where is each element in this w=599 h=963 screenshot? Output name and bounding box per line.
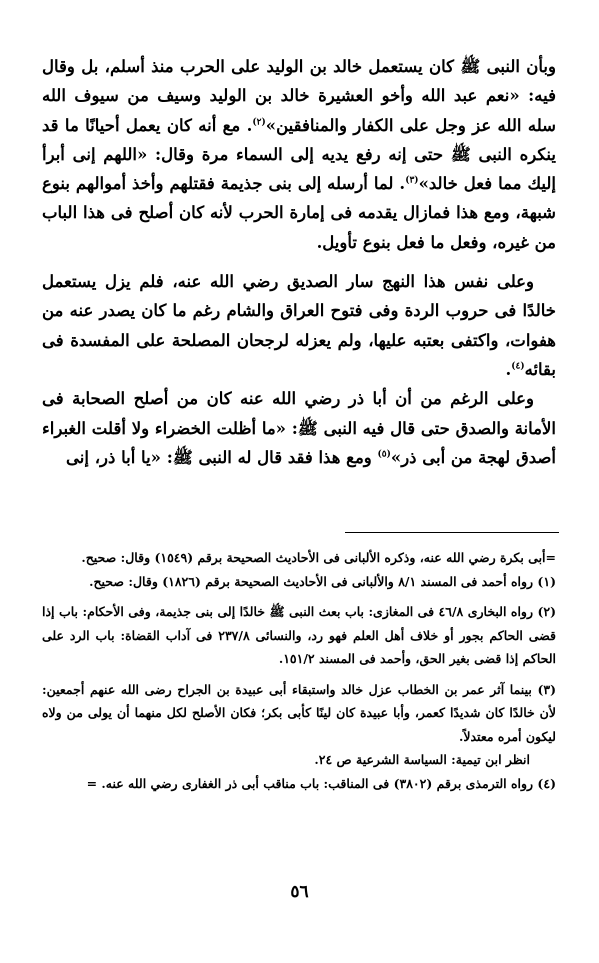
- paragraph: [42, 52, 556, 257]
- footnote-divider: [345, 532, 559, 533]
- paragraph-text: . مع أنه كان يعمل أحيانًا ما قد ينكره النبى ﷺ حتى إنه رفع يديه إلى السماء مرة وقال: «اللهم إنى أبرأ إليك مما فعل خالد»: [42, 115, 556, 194]
- paragraph-text: وعلى نفس هذا النهج سار الصديق رضي الله عنه، فلم يزل يستعمل خالدًا فى حروب الردة وفى فتوح العراق والشام رغم ما كان يصدر عنه من هفوات، واكتفى بعتبه عليها، ولم يعزله لرجحان المصلحة على المفسدة فى بقائه: [42, 272, 556, 379]
- main-text: [42, 52, 556, 472]
- footnotes: [42, 546, 556, 795]
- paragraph: [42, 267, 556, 384]
- footnote-ref: (٥): [377, 449, 391, 460]
- footnote: =أبى بكرة رضي الله عنه، وذكره الألبانى فى الأحاديث الصحيحة برقم (١٥٤٩) وقال: صحيح.: [81, 550, 556, 565]
- footnote: (١) رواه أحمد فى المسند ٨/١ والألبانى فى الأحاديث الصحيحة برقم (١٨٢٦) وقال: صحيح.: [89, 573, 556, 589]
- page-number: ٥٦: [290, 882, 309, 902]
- paragraph-text: . لما أرسله إلى بنى جذيمة فقتلهم وأخذ أموالهم بنوع شبهة، ومع هذا فمازال يقدمه فى إمارة الحرب لأنه كان أصلح فى هذا الباب من غيره، وفعل ما فعل بنوع تأويل.: [42, 174, 556, 252]
- footnote-ref: (٢): [252, 117, 266, 128]
- paragraph-text: .: [505, 359, 512, 379]
- paragraph-text: وعلى الرغم من أن أبا ذر رضي الله عنه كان من أصلح الصحابة فى الأمانة والصدق حتى قال فيه النبى ﷺ: «ما أظلت الخضراء ولا أقلت الغبراء أصدق لهجة من أبى ذر»: [42, 389, 556, 467]
- paragraph-text: ومع هذا فقد قال له النبى ﷺ: «يا أبا ذر، إنى: [66, 447, 378, 467]
- footnote: (٣) بينما آثر عمر بن الخطاب عزل خالد واستبقاء أبى عبيدة بن الجراح رضى الله عنهم أجمعين: لأن خالدًا كان شديدًا كعمر، وأبا عبيدة كان لينًا كأبى بكر؛ فكان الأصلح لكل منهما أن يولى من ولاه ليكون أمره معتدلاً.: [42, 681, 556, 744]
- footnote-source: انظر ابن تيمية: السياسة الشرعية ص ٢٤.: [314, 752, 530, 767]
- footnote-ref: (٤): [511, 361, 525, 372]
- footnote: (٤) رواه الترمذى برقم (٣٨٠٢) فى المناقب: باب مناقب أبى ذر الغفارى رضي الله عنه. =: [86, 775, 556, 791]
- paragraph-text: وبأن النبى ﷺ كان يستعمل خالد بن الوليد على الحرب منذ أسلم، بل وقال فيه: «نعم عبد الله وأخو العشيرة خالد بن الوليد وسيف من سيوف الله سله الله عز وجل على الكفار والمنافقين»: [42, 57, 556, 135]
- footnote: (٢) رواه البخارى ٤٦/٨ فى المغازى: باب بعث النبى ﷺ خالدًا إلى بنى جذيمة، وفى الأحكام: باب إذا قضى الحاكم بجور أو خلاف أهل العلم فهو رد، والنسائى ٢٣٧/٨ فى آداب القضاة: باب الرد على الحاكم إذا قضى بغير الحق، وأحمد فى المسند ١٥١/٢.: [42, 604, 556, 666]
- paragraph: [42, 384, 556, 472]
- footnote-ref: (٣): [405, 175, 419, 186]
